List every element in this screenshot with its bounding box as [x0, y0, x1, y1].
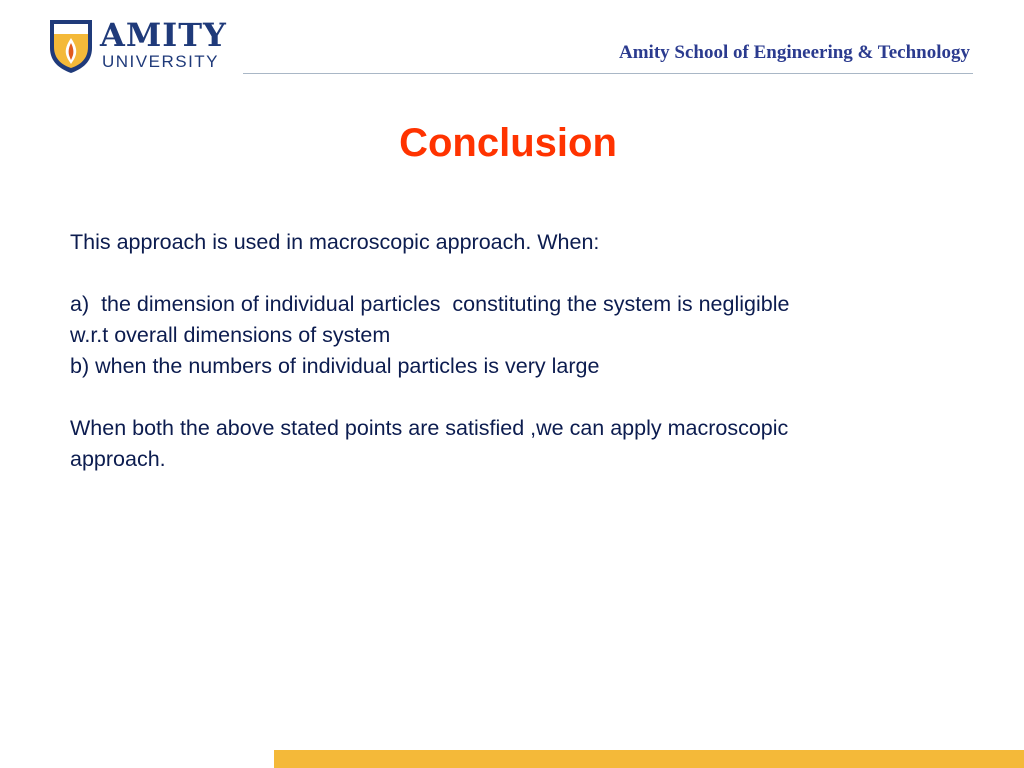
footer-accent-bar: [274, 750, 1024, 768]
shield-icon: [48, 18, 94, 74]
spacer: [70, 258, 960, 289]
point-b: b) when the numbers of individual particles is very large: [70, 354, 600, 378]
spacer: [70, 382, 960, 413]
amity-university-logo: [48, 18, 228, 78]
header-divider: [243, 73, 973, 74]
point-a-line-2: w.r.t overall dimensions of system: [70, 323, 391, 347]
closing-line-2: approach.: [70, 447, 166, 471]
intro-text: This approach is used in macroscopic approach. When:: [70, 230, 600, 254]
slide-body: [70, 227, 960, 475]
point-a-line-1: a) the dimension of individual particles constituting the system is negligible: [70, 292, 790, 316]
logo-text-amity: AMITY: [100, 16, 227, 54]
slide-title: Conclusion: [399, 121, 617, 165]
school-name: Amity School of Engineering & Technology: [619, 42, 970, 63]
logo-text-university: UNIVERSITY: [102, 52, 220, 71]
closing-line-1: When both the above stated points are satisfied ,we can apply macroscopic: [70, 416, 789, 440]
